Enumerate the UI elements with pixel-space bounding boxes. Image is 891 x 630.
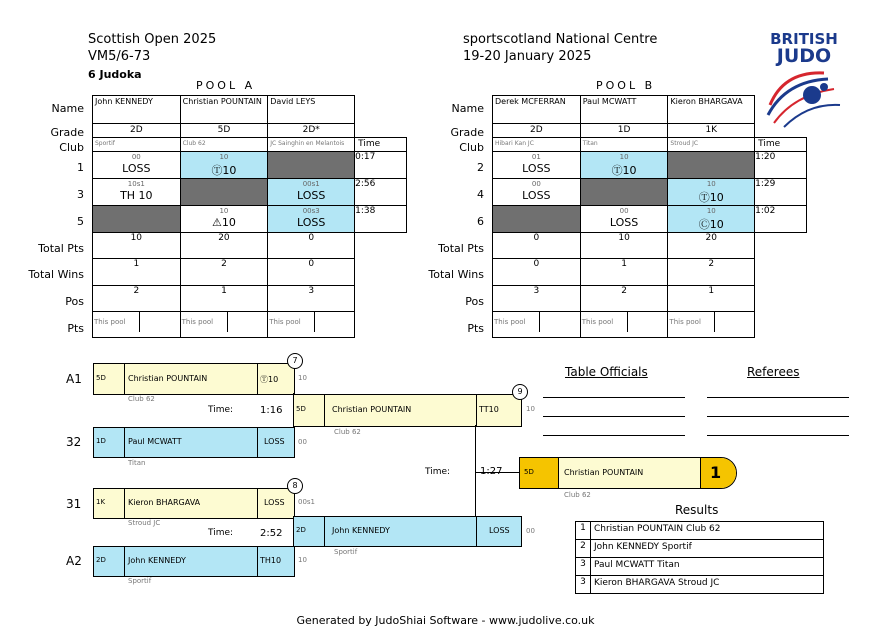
name-label: Name	[451, 102, 484, 115]
pool-a-table	[92, 95, 407, 338]
points: 10	[298, 556, 307, 564]
referees-heading: Referees	[747, 365, 800, 379]
result-name: John KENNEDY Sportif	[590, 540, 823, 558]
match-no: 2	[477, 161, 484, 174]
position: 3	[493, 286, 581, 312]
score-cell: 10 Ⓒ10	[668, 206, 755, 233]
time-header: Time	[755, 138, 807, 152]
bracket-slot: 1K Kieron BHARGAVA LOSS	[93, 488, 295, 519]
pts-cell: This pool	[268, 312, 355, 338]
club-cell: Titan	[580, 138, 668, 152]
result-name: Kieron BHARGAVA Stroud JC	[590, 576, 823, 594]
bracket-slot: 2D John KENNEDY TH10	[93, 546, 295, 577]
score-cell: 00 LOSS	[580, 206, 668, 233]
club: Titan	[128, 459, 146, 467]
bracket-slot: 5D Christian POUNTAIN Ⓣ10	[93, 363, 295, 395]
club-cell: Hibari Kan JC	[493, 138, 581, 152]
time-header: Time	[355, 138, 407, 152]
club: Club 62	[334, 428, 361, 436]
results-title: Results	[675, 503, 719, 517]
time-label: Time:	[208, 528, 234, 538]
grade-label: Grade	[50, 126, 84, 139]
pool-a-title: POOL A	[196, 79, 256, 92]
seed-label: A1	[66, 372, 82, 386]
dates: 19-20 January 2025	[463, 49, 592, 64]
pts-cell: This pool	[180, 312, 268, 338]
results-table	[575, 521, 824, 594]
signature-line	[707, 416, 849, 417]
match-time: 1:16	[260, 405, 283, 416]
total-pts: 0	[268, 233, 355, 259]
total-wins-label: Total Wins	[428, 268, 484, 281]
points: 00	[298, 438, 307, 446]
club: Club 62	[128, 395, 155, 403]
pool-b-title: POOL B	[596, 79, 656, 92]
pts-cell: This pool	[668, 312, 755, 338]
position: 2	[93, 286, 181, 312]
score-cell: 10 Ⓣ10	[180, 152, 268, 179]
result-place: 3	[576, 558, 591, 576]
match-no: 5	[77, 215, 84, 228]
match-no: 1	[77, 161, 84, 174]
judoka-count: 6 Judoka	[88, 68, 142, 81]
empty-cell	[668, 152, 755, 179]
pool-b-player-1-name: Derek MCFERRAN	[493, 96, 581, 124]
grade-cell: 2D	[493, 124, 581, 138]
club-cell: JC Sainghin en Melantois	[268, 138, 355, 152]
score-cell: 00 LOSS	[93, 152, 181, 179]
grade-cell: 5D	[180, 124, 268, 138]
total-wins-label: Total Wins	[28, 268, 84, 281]
score-cell: 00s1 LOSS	[268, 179, 355, 206]
points: 10	[526, 405, 535, 413]
pool-a-player-1-name: John KENNEDY	[93, 96, 181, 124]
total-pts: 20	[668, 233, 755, 259]
bracket-slot: 1D Paul MCWATT LOSS	[93, 427, 295, 458]
club-cell: Club 62	[180, 138, 268, 152]
total-wins: 2	[668, 259, 755, 286]
event-title: Scottish Open 2025	[88, 32, 217, 47]
empty-cell	[493, 206, 581, 233]
club-label: Club	[59, 141, 84, 154]
pts-cell: This pool	[580, 312, 668, 338]
club: Club 62	[564, 491, 591, 499]
match-number: 7	[287, 353, 303, 369]
position: 2	[580, 286, 668, 312]
signature-line	[707, 435, 849, 436]
result-name: Christian POUNTAIN Club 62	[590, 522, 823, 540]
bracket-line	[475, 425, 476, 516]
signature-line	[543, 397, 685, 398]
match-time: 0:17	[355, 152, 407, 179]
total-pts: 10	[580, 233, 668, 259]
club: Sportif	[334, 548, 358, 556]
points: 00s1	[298, 498, 316, 506]
total-wins: 1	[93, 259, 181, 286]
match-time: 1:20	[755, 152, 807, 179]
match-no: 4	[477, 188, 484, 201]
result-place: 3	[576, 576, 591, 594]
club-cell: Sportif	[93, 138, 181, 152]
empty-cell	[268, 152, 355, 179]
pool-a-player-2-name: Christian POUNTAIN	[180, 96, 268, 124]
footer: Generated by JudoShiai Software - www.judolive.co.uk	[296, 614, 595, 627]
match-number: 8	[287, 478, 303, 494]
empty-cell	[93, 206, 181, 233]
score-cell: 00s3 LOSS	[268, 206, 355, 233]
total-wins: 0	[268, 259, 355, 286]
winner-slot: 5D Christian POUNTAIN 1	[519, 457, 737, 489]
match-time: 1:38	[355, 206, 407, 233]
score-cell: 10 ⚠10	[180, 206, 268, 233]
match-time: 2:56	[355, 179, 407, 206]
category: VM5/6-73	[88, 49, 151, 64]
time-label: Time:	[425, 467, 451, 477]
venue: sportscotland National Centre	[463, 32, 658, 47]
grade-cell: 1K	[668, 124, 755, 138]
seed-label: 32	[66, 435, 82, 449]
club: Sportif	[128, 577, 152, 585]
pool-b-player-2-name: Paul MCWATT	[580, 96, 668, 124]
signature-line	[543, 416, 685, 417]
score-cell: 10 Ⓣ10	[668, 179, 755, 206]
pts-label: Pts	[467, 322, 484, 335]
score-cell: 10s1 TH 10	[93, 179, 181, 206]
score-cell: 10 Ⓣ10	[580, 152, 668, 179]
pts-label: Pts	[67, 322, 84, 335]
grade-cell: 2D*	[268, 124, 355, 138]
table-officials-heading: Table Officials	[565, 365, 648, 379]
bracket-slot: 5D Christian POUNTAIN TT10	[293, 394, 522, 427]
club: Stroud JC	[128, 519, 161, 527]
total-pts: 0	[493, 233, 581, 259]
match-number: 9	[512, 384, 528, 400]
points: 10	[298, 374, 307, 382]
grade-cell: 1D	[580, 124, 668, 138]
seed-label: A2	[66, 554, 82, 568]
match-time: 1:02	[755, 206, 807, 233]
position: 3	[268, 286, 355, 312]
match-time: 1:27	[480, 466, 503, 477]
club-cell: Stroud JC	[668, 138, 755, 152]
pos-label: Pos	[65, 295, 84, 308]
total-wins: 1	[580, 259, 668, 286]
signature-line	[543, 435, 685, 436]
club-label: Club	[459, 141, 484, 154]
result-name: Paul MCWATT Titan	[590, 558, 823, 576]
bracket-line	[475, 472, 520, 473]
score-cell: 00 LOSS	[493, 179, 581, 206]
total-pts-label: Total Pts	[438, 242, 484, 255]
total-pts-label: Total Pts	[38, 242, 84, 255]
match-no: 3	[77, 188, 84, 201]
match-time: 2:52	[260, 528, 283, 539]
pool-a-player-3-name: David LEYS	[268, 96, 355, 124]
seed-label: 31	[66, 497, 82, 511]
position: 1	[668, 286, 755, 312]
empty-cell	[580, 179, 668, 206]
pts-cell: This pool	[493, 312, 581, 338]
name-label: Name	[51, 102, 84, 115]
total-wins: 0	[493, 259, 581, 286]
pool-b-table	[492, 95, 807, 338]
points: 00	[526, 527, 535, 535]
bracket-slot: 2D John KENNEDY LOSS	[293, 516, 522, 547]
score-cell: 01 LOSS	[493, 152, 581, 179]
result-place: 1	[576, 522, 591, 540]
total-pts: 20	[180, 233, 268, 259]
signature-line	[707, 397, 849, 398]
pos-label: Pos	[465, 295, 484, 308]
pool-b-player-3-name: Kieron BHARGAVA	[668, 96, 755, 124]
british-judo-logo: BRITISH JUDO	[764, 32, 844, 132]
grade-cell: 2D	[93, 124, 181, 138]
total-pts: 10	[93, 233, 181, 259]
match-no: 6	[477, 215, 484, 228]
match-time: 1:29	[755, 179, 807, 206]
empty-cell	[180, 179, 268, 206]
total-wins: 2	[180, 259, 268, 286]
pts-cell: This pool	[93, 312, 181, 338]
grade-label: Grade	[450, 126, 484, 139]
result-place: 2	[576, 540, 591, 558]
position: 1	[180, 286, 268, 312]
time-label: Time:	[208, 405, 234, 415]
